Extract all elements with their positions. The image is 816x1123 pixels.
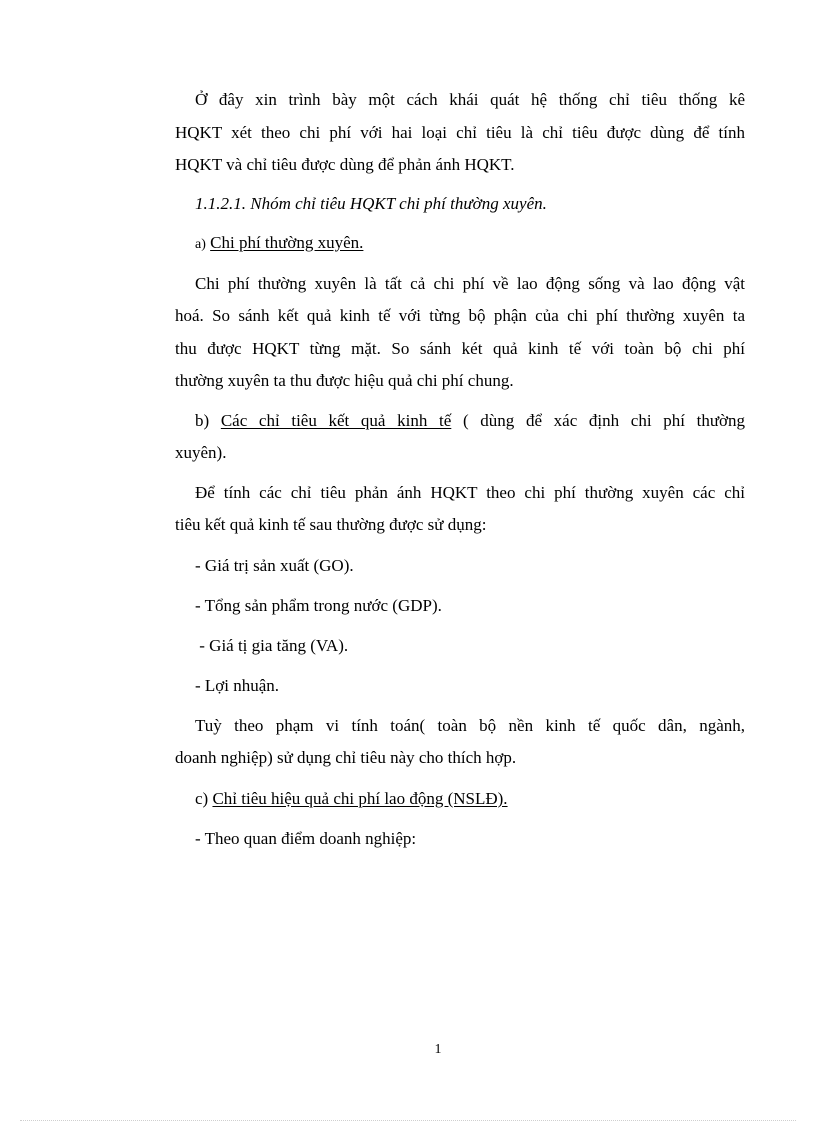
intro-line-2: HQKT xét theo chi phí với hai loại chỉ tiêu là chỉ tiêu được dùng để tính [175, 122, 745, 142]
scope-paragraph [175, 710, 745, 775]
item-b-paragraph [175, 405, 745, 470]
section-heading: 1.1.2.1. Nhóm chỉ tiêu HQKT chi phí thường xuyên. [195, 193, 547, 213]
item-a-heading [175, 227, 745, 261]
chi-phi-line-3: thu được HQKT từng mặt. So sánh két quả kinh tế với toàn bộ chi phí [175, 338, 745, 358]
intro-paragraph [175, 84, 745, 182]
list-item: - Lợi nhuận. [195, 675, 280, 695]
item-c-marker: c) [195, 788, 209, 808]
item-b-title: Các chỉ tiêu kết quả kinh tế [220, 410, 452, 430]
chi-phi-line-2: hoá. So sánh kết quả kinh tế với từng bộ phận của chi phí thường xuyên ta [175, 306, 745, 325]
item-b-rest: ( dùng để xác định chi phí thường [462, 410, 746, 430]
final-line: - Theo quan điểm doanh nghiệp: [195, 828, 417, 848]
page-number: 1 [434, 1042, 442, 1057]
indicators-line-1: Để tính các chỉ tiêu phản ánh HQKT theo chi phí thường xuyên các chỉ [195, 482, 745, 502]
list-item: - Tổng sản phẩm trong nước (GDP). [195, 595, 442, 615]
indicators-paragraph [175, 477, 745, 542]
list-item: - Giá trị sản xuất (GO). [195, 555, 354, 575]
intro-line-1: Ở đây xin trình bày một cách khái quát hệ thống chỉ tiêu thống kê [195, 90, 745, 109]
page-bottom-edge [20, 1120, 796, 1121]
item-b-marker: b) [195, 410, 210, 430]
item-c-title: Chỉ tiêu hiệu quả chi phí lao động (NSLĐ). [212, 788, 508, 808]
item-a-marker: a) [195, 236, 206, 252]
chi-phi-line-1: Chi phí thường xuyên là tất cả chi phí về lao động sống và lao động vật [195, 273, 745, 293]
item-c-heading [175, 783, 745, 815]
item-b-line-1 [175, 405, 745, 438]
scope-line-2: doanh nghiệp) sử dụng chỉ tiêu này cho thích hợp. [175, 748, 517, 767]
document-body [175, 84, 745, 855]
item-b-line-2: xuyên). [175, 443, 227, 462]
scope-line-1: Tuỳ theo phạm vi tính toán( toàn bộ nền kinh tế quốc dân, ngành, [195, 715, 745, 735]
indicators-line-2: tiêu kết quả kinh tế sau thường được sử dụng: [175, 515, 487, 534]
intro-line-3: HQKT và chỉ tiêu được dùng để phản ánh HQKT. [175, 155, 515, 174]
item-a-title: Chi phí thường xuyên. [210, 232, 364, 252]
chi-phi-paragraph [175, 268, 745, 398]
list-item: - Giá tị gia tăng (VA). [195, 635, 349, 655]
chi-phi-line-4: thường xuyên ta thu được hiệu quả chi phí chung. [175, 371, 514, 390]
